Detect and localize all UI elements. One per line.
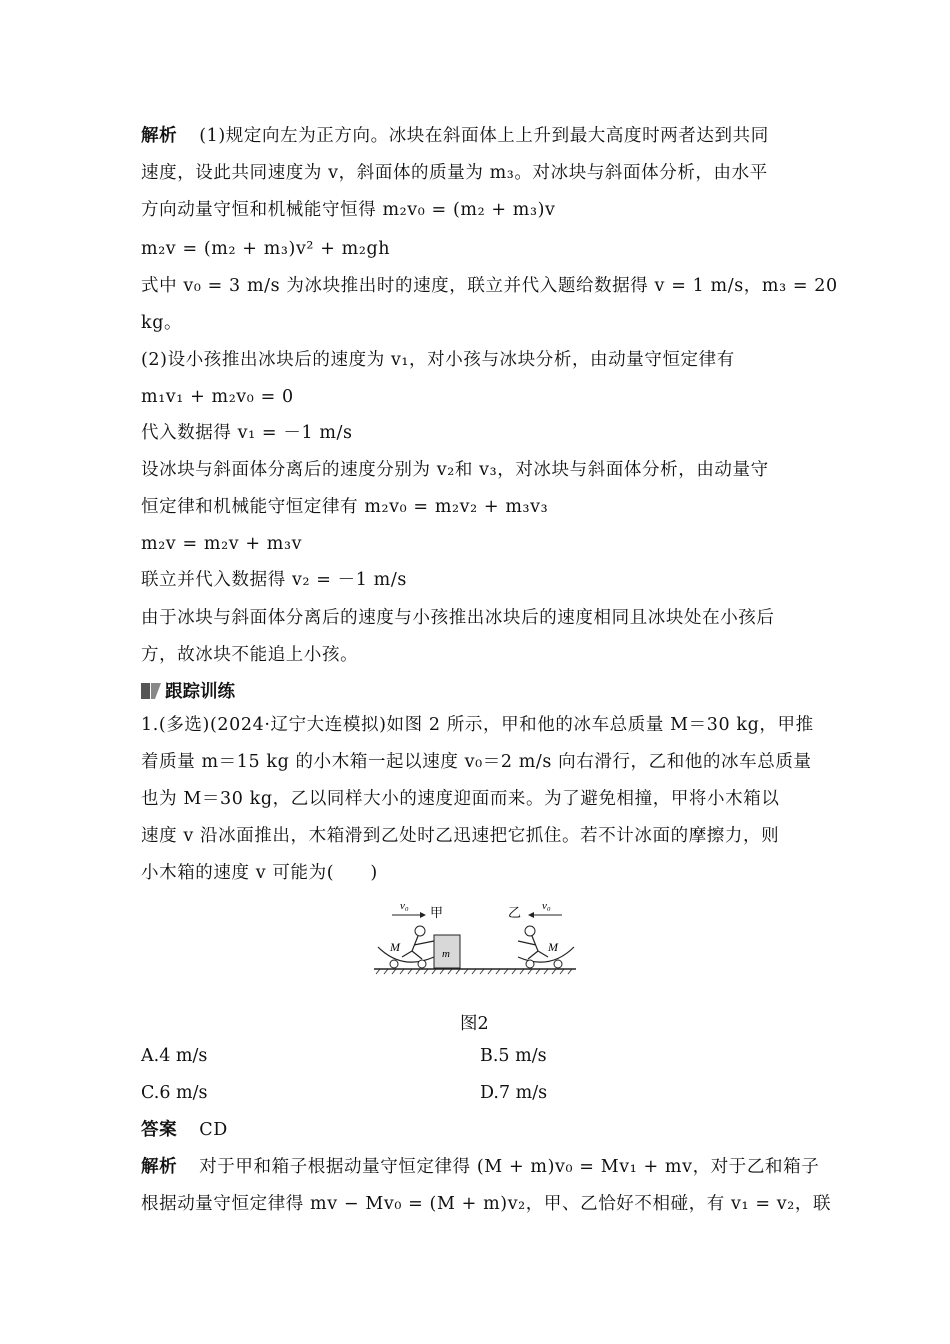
analysis-line-1 bbox=[141, 124, 769, 148]
analysis2-text: 对于甲和箱子根据动量守恒定律得 (M + m)v₀ = Mv₁ + mv，对于乙和箱子 bbox=[199, 1157, 820, 1177]
analysis-label: 解析 bbox=[141, 126, 178, 146]
analysis-line-3: 方向动量守恒和机械能守恒得 m₂v₀ = (m₂ + m₃)v bbox=[141, 200, 556, 220]
analysis-line-4: m₂v = (m₂ + m₃)v² + m₂gh bbox=[141, 239, 391, 259]
m-box-label: m bbox=[442, 948, 450, 960]
analysis-line-7: (2)设小孩推出冰块后的速度为 v₁，对小孩与冰块分析，由动量守恒定律有 bbox=[141, 350, 735, 370]
answer-label: 答案 bbox=[141, 1120, 178, 1140]
section-header bbox=[141, 678, 235, 703]
analysis-text: (1)规定向左为正方向。冰块在斜面体上上升到最大高度时两者达到共同 bbox=[199, 126, 769, 146]
analysis-line-5: 式中 v₀ = 3 m/s 为冰块推出时的速度，联立并代入题给数据得 v = 1 m/s，m₃ = 20 bbox=[141, 276, 838, 296]
figure-caption: 图2 bbox=[460, 1014, 489, 1034]
option-a[interactable]: A.4 m/s bbox=[141, 1046, 208, 1066]
analysis-line-6: kg。 bbox=[141, 313, 183, 333]
analysis-line-10: 设冰块与斜面体分离后的速度分别为 v₂和 v₃，对冰块与斜面体分析，由动量守 bbox=[141, 460, 769, 480]
answer-line bbox=[141, 1118, 228, 1142]
analysis2-line-1 bbox=[141, 1155, 819, 1179]
M-right-label: M bbox=[548, 940, 558, 954]
analysis-line-2: 速度，设此共同速度为 v，斜面体的质量为 m₃。对冰块与斜面体分析，由水平 bbox=[141, 163, 768, 183]
jia-label: 甲 bbox=[430, 905, 444, 920]
option-c[interactable]: C.6 m/s bbox=[141, 1083, 208, 1103]
question-line-1: 1.(多选)(2024·辽宁大连模拟)如图 2 所示，甲和他的冰车总质量 M＝30 kg，甲推 bbox=[141, 715, 814, 735]
figure-2 bbox=[372, 895, 582, 984]
question-line-2: 着质量 m＝15 kg 的小木箱一起以速度 v₀＝2 m/s 向右滑行，乙和他的冰车总质量 bbox=[141, 752, 812, 772]
section-title: 跟踪训练 bbox=[165, 682, 235, 702]
yi-label: 乙 bbox=[508, 905, 522, 920]
section-marker-icon bbox=[141, 683, 161, 699]
analysis2-label: 解析 bbox=[141, 1157, 178, 1177]
question-line-3: 也为 M＝30 kg，乙以同样大小的速度迎面而来。为了避免相撞，甲将小木箱以 bbox=[141, 789, 780, 809]
analysis-line-12: m₂v = m₂v + m₃v bbox=[141, 534, 303, 554]
analysis-line-13: 联立并代入数据得 v₂ = －1 m/s bbox=[141, 570, 407, 590]
answer-value: CD bbox=[199, 1120, 228, 1140]
v0-right-label: v₀ bbox=[542, 900, 551, 912]
analysis-line-14: 由于冰块与斜面体分离后的速度与小孩推出冰块后的速度相同且冰块处在小孩后 bbox=[141, 608, 775, 628]
analysis-line-15: 方，故冰块不能追上小孩。 bbox=[141, 645, 359, 665]
analysis2-line-2: 根据动量守恒定律得 mv − Mv₀ = (M + m)v₂，甲、乙恰好不相碰，有 v₁ = v₂，联 bbox=[141, 1194, 832, 1214]
option-d[interactable]: D.7 m/s bbox=[480, 1083, 548, 1103]
question-line-4: 速度 v 沿冰面推出，木箱滑到乙处时乙迅速把它抓住。若不计冰面的摩擦力，则 bbox=[141, 826, 780, 846]
v0-left-label: v₀ bbox=[400, 900, 409, 912]
question-line-5: 小木箱的速度 v 可能为( ) bbox=[141, 863, 378, 883]
M-left-label: M bbox=[390, 940, 400, 954]
option-b[interactable]: B.5 m/s bbox=[480, 1046, 547, 1066]
analysis-line-9: 代入数据得 v₁ = －1 m/s bbox=[141, 423, 353, 443]
analysis-line-8: m₁v₁ + m₂v₀ = 0 bbox=[141, 387, 294, 407]
analysis-line-11: 恒定律和机械能守恒定律有 m₂v₀ = m₂v₂ + m₃v₃ bbox=[141, 497, 549, 517]
